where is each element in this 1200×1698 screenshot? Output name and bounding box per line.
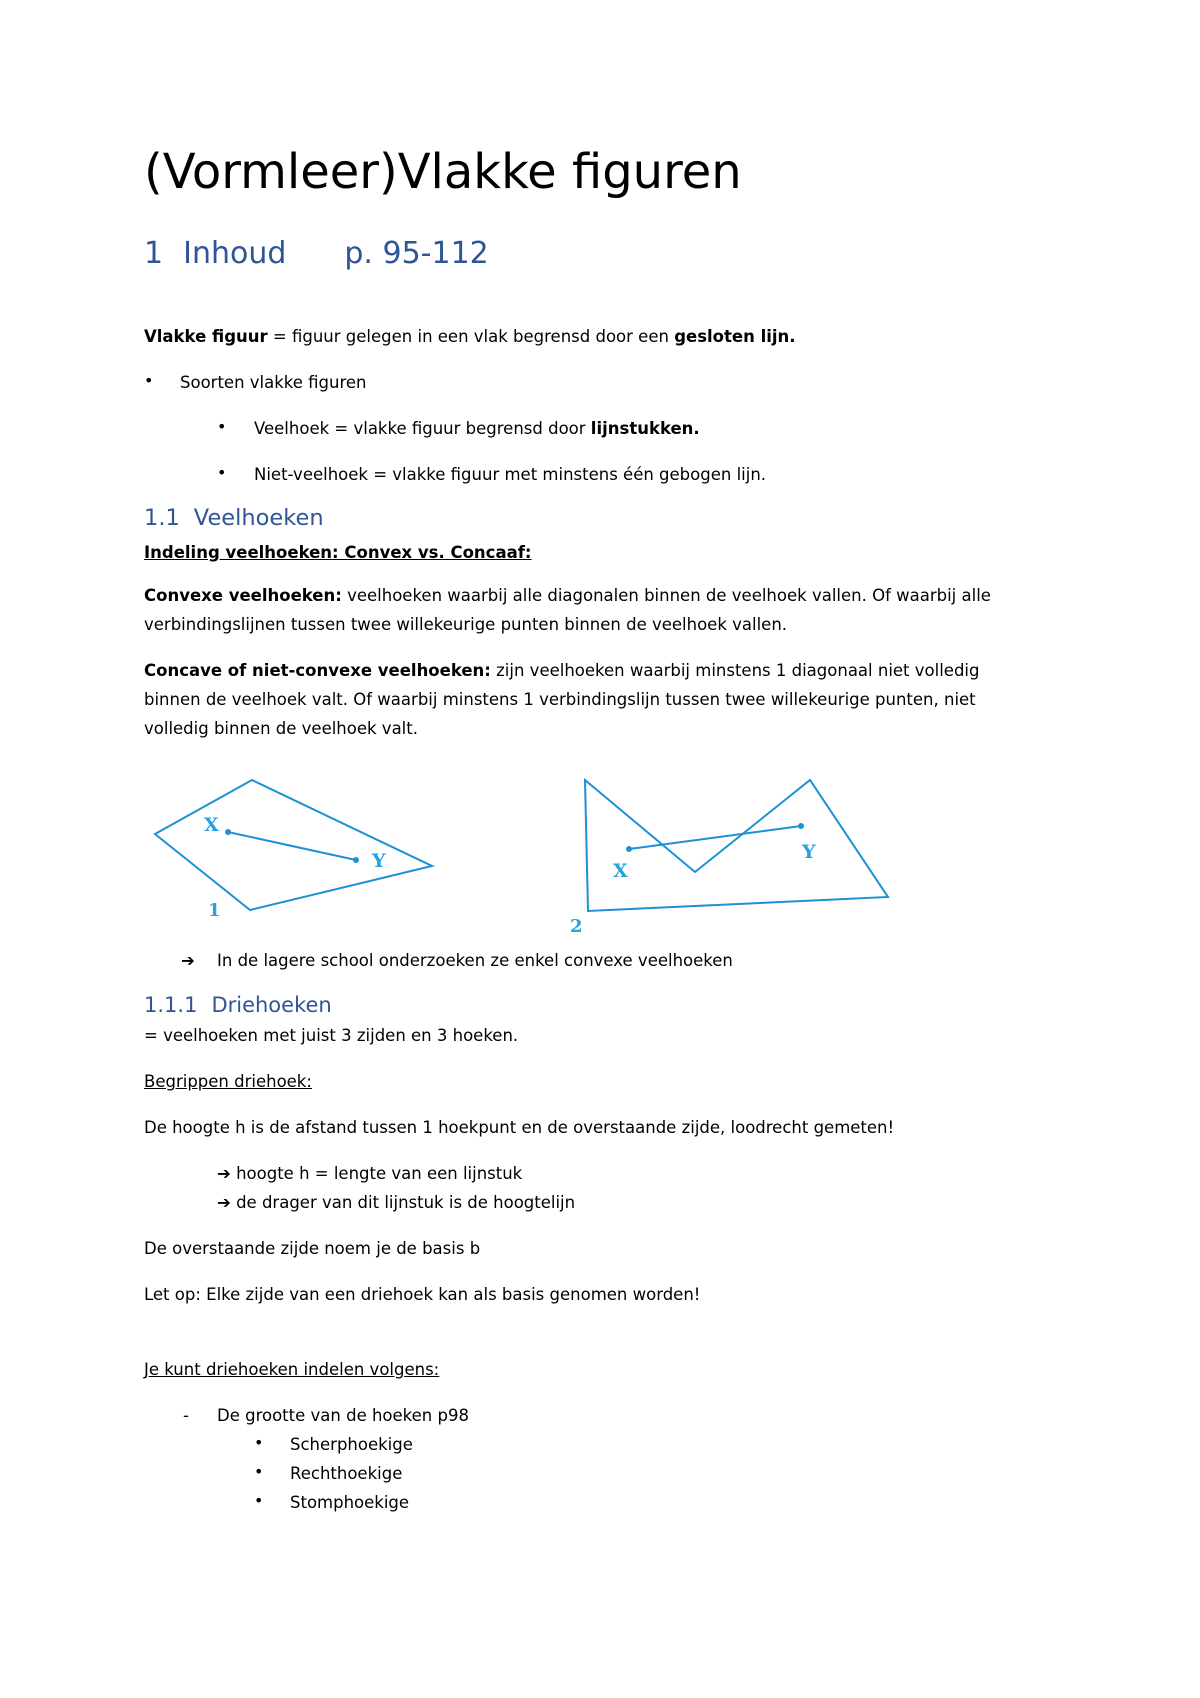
concave-point-x <box>626 846 632 852</box>
classify-heading: Je kunt driehoeken indelen volgens: <box>144 1360 440 1379</box>
definition-term: Vlakke figuur <box>144 327 268 346</box>
types-item-non-polygon: Niet-veelhoek = vlakke figuur met minstens één gebogen lijn. <box>254 465 767 484</box>
concave-figure-number: 2 <box>570 916 583 937</box>
convex-point-x <box>225 829 231 835</box>
concave-polygon-figure <box>570 770 900 940</box>
angle-type-right: Rechthoekige <box>290 1464 403 1483</box>
section-1-label: Inhoud <box>183 236 287 271</box>
dash-bullet: - <box>183 1406 189 1425</box>
concave-term: Concave of niet-convexe veelhoeken: <box>144 661 491 680</box>
arrow-right-icon: ➔ <box>217 1193 231 1212</box>
height-definition: De hoogte h is de afstand tussen 1 hoekpunt en de overstaande zijde, loodrecht gemeten! <box>144 1118 895 1137</box>
concepts-heading: Begrippen driehoek: <box>144 1072 312 1091</box>
concave-polygon-shape <box>585 780 888 911</box>
convex-term: Convexe veelhoeken: <box>144 586 342 605</box>
convex-polygon-figure <box>140 770 450 930</box>
section-1-1-number: 1.1 <box>144 505 180 531</box>
convex-figure-number: 1 <box>208 900 221 921</box>
convex-line-1: Convexe veelhoeken: veelhoeken waarbij alle diagonalen binnen de veelhoek vallen. Of waarbij alle <box>144 586 991 605</box>
convex-polygon-shape <box>155 780 432 910</box>
section-1-number: 1 <box>144 236 164 271</box>
triangle-definition: = veelhoeken met juist 3 zijden en 3 hoeken. <box>144 1026 519 1045</box>
types-item-bold: lijnstukken. <box>590 419 700 438</box>
convex-label-y: Y <box>372 850 386 872</box>
convex-point-y <box>353 857 359 863</box>
section-1-1-1-label: Driehoeken <box>211 993 332 1017</box>
section-1-1-1-number: 1.1.1 <box>144 993 198 1017</box>
angle-type-obtuse: Stomphoekige <box>290 1493 410 1512</box>
bullet-icon: • <box>144 371 154 390</box>
section-1-pages: p. 95-112 <box>344 236 489 271</box>
bullet-icon: • <box>217 417 227 436</box>
section-1-1-heading <box>144 504 324 532</box>
classify-by-angles: De grootte van de hoeken p98 <box>217 1406 469 1425</box>
section-1-heading <box>144 236 489 272</box>
types-item-polygon <box>254 414 700 443</box>
bullet-icon: • <box>254 1433 264 1452</box>
section-1-1-label: Veelhoeken <box>193 505 324 531</box>
height-arrow-item-2: ➔ de drager van dit lijnstuk is de hoogtelijn <box>217 1193 576 1212</box>
height-arrow-item-1: ➔ hoogte h = lengte van een lijnstuk <box>217 1164 523 1183</box>
bullet-icon: • <box>217 463 227 482</box>
types-item-text: Veelhoek = vlakke figuur begrensd door <box>254 419 591 438</box>
convex-label-x: X <box>204 814 219 836</box>
base-definition: De overstaande zijde noem je de basis b <box>144 1239 481 1258</box>
page-title: (Vormleer)Vlakke figuren <box>144 144 742 200</box>
convex-concave-subheading: Indeling veelhoeken: Convex vs. Concaaf: <box>144 543 532 562</box>
convex-segment-xy <box>228 832 356 860</box>
angle-type-acute: Scherphoekige <box>290 1435 413 1454</box>
concave-label-y: Y <box>802 841 816 863</box>
base-note: Let op: Elke zijde van een driehoek kan als basis genomen worden! <box>144 1285 701 1304</box>
bullet-icon: • <box>254 1462 264 1481</box>
concave-point-y <box>798 823 804 829</box>
concave-line-3: volledig binnen de veelhoek valt. <box>144 719 418 738</box>
arrow-right-icon: ➔ <box>217 1164 231 1183</box>
section-1-1-1-heading <box>144 992 332 1018</box>
definition-bold-end: gesloten lijn. <box>674 327 796 346</box>
concave-line-1: Concave of niet-convexe veelhoeken: zijn veelhoeken waarbij minstens 1 diagonaal niet volledig <box>144 661 980 680</box>
bullet-icon: • <box>254 1491 264 1510</box>
definition-paragraph <box>144 322 796 351</box>
types-label: Soorten vlakke figuren <box>180 373 367 392</box>
lower-school-note: In de lagere school onderzoeken ze enkel convexe veelhoeken <box>217 951 733 970</box>
concave-label-x: X <box>613 860 628 882</box>
arrow-right-icon: ➔ <box>181 951 195 970</box>
definition-text: = figuur gelegen in een vlak begrensd door een <box>267 327 675 346</box>
convex-line-2: verbindingslijnen tussen twee willekeurige punten binnen de veelhoek vallen. <box>144 615 788 634</box>
concave-line-2: binnen de veelhoek valt. Of waarbij minstens 1 verbindingslijn tussen twee willekeurige punten, niet <box>144 690 976 709</box>
